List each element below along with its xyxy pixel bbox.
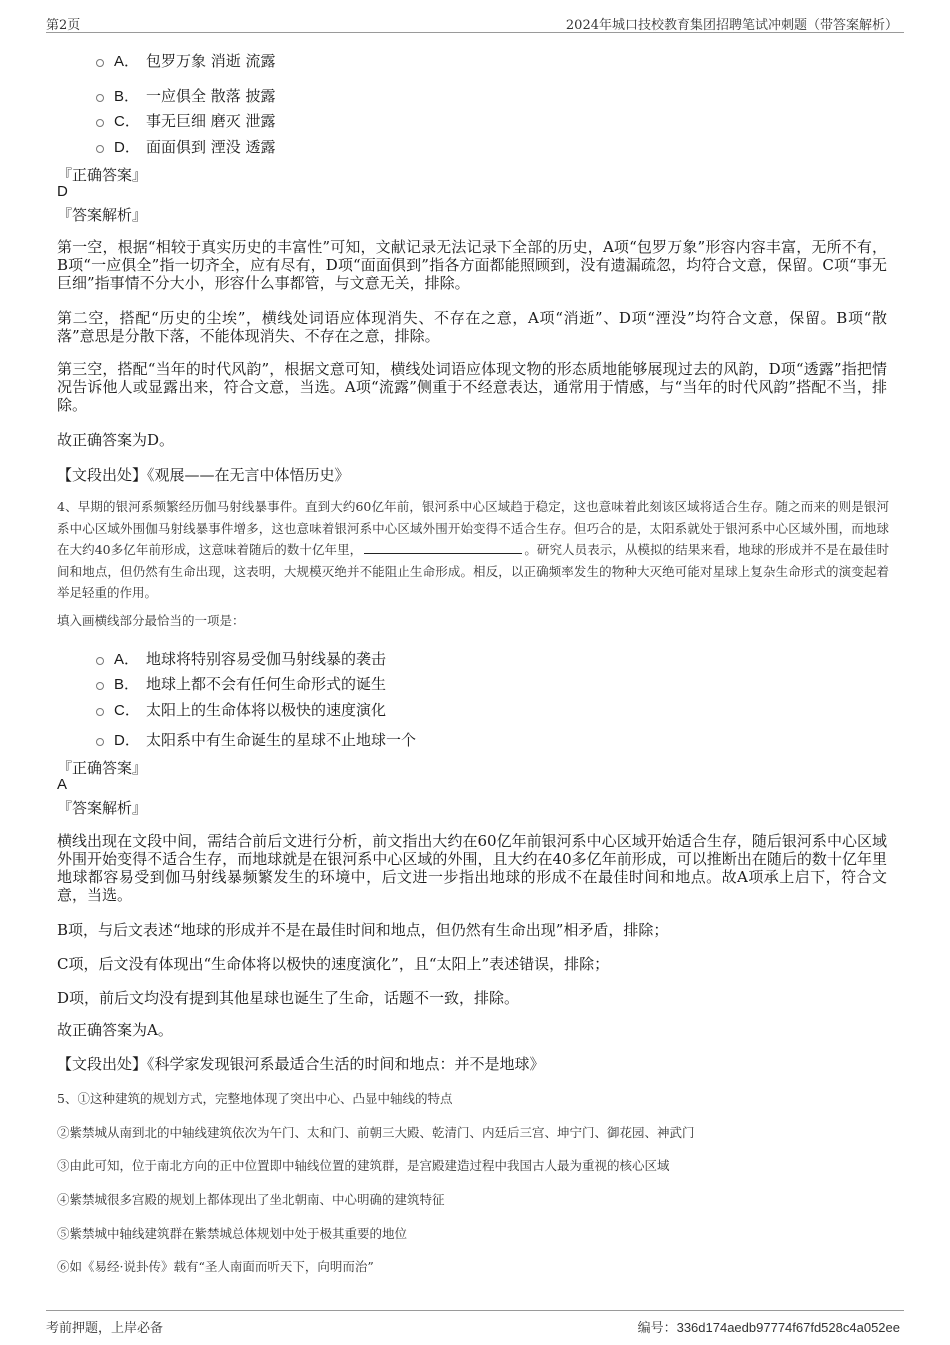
radio-icon[interactable]	[96, 94, 104, 102]
q3-analysis-paragraph: 第一空，根据“相较于真实历史的丰富性”可知，文献记录无法记录下全部的历史，A项“包罗万象”形容内容丰富，无所不有，B项“一应俱全”指一切齐全，应有尽有，D项“面面俱到”指各方面都能照顾到，没有遗漏疏忽，均符合文意，保留。C项“事无巨细”指事情不分大小，形容什么事都管，与文意无关，排除。	[57, 238, 887, 292]
q4-option-a[interactable]	[96, 648, 386, 668]
page-number: 第2页	[46, 18, 81, 33]
q4-stem-part1: 4、早期的银河系频繁经历伽马射线暴事件。直到大约60亿年前，银河系中心区域趋于稳定，这也意味着此刻该区域将适合生存。随之而来的则是银河系中心区域外围伽马射线暴事件增多，这也意味着银河系中心区域外围开始变得不适合生存。但巧合的是，太阳系就处于银河系中心区域外围，而地球在大约40多亿年前形成，这意味着随后的数十亿年里，	[57, 499, 889, 557]
q5-item: ⑥如《易经·说卦传》载有“圣人南面而听天下，向明而治”	[57, 1259, 374, 1274]
q4-analysis-line: C项，后文没有体现出“生命体将以极快的速度演化”，且“太阳上”表述错误，排除；	[57, 955, 610, 973]
q4-analysis-line: D项，前后文均没有提到其他星球也诞生了生命，话题不一致，排除。	[57, 989, 520, 1007]
option-letter: B．	[114, 675, 140, 693]
q5-item: ④紫禁城很多宫殿的规划上都体现出了坐北朝南、中心明确的建筑特征	[57, 1192, 445, 1207]
q3-analysis-paragraph: 第二空，搭配“历史的尘埃”，横线处词语应体现消失、不存在之意，A项“消逝”、D项“湮没”均符合文意，保留。B项“散落”意思是分散下落，不能体现消失、不存在之意，排除。	[57, 309, 887, 345]
q4-stem-part2: 。研究人员表示，从模拟的结果来看，地球的形成并不是在最佳时间和地点，但仍然有生命出现，这表明，大规模灭绝并不能阻止生命形成。相反，以正确频率发生的物种大灭绝可能对星球上复杂生命形式的演变起着举足轻重的作用。	[57, 542, 889, 600]
option-letter: A．	[114, 52, 140, 70]
option-text: 面面俱到 湮没 透露	[146, 137, 276, 156]
q3-option-a[interactable]	[96, 50, 276, 70]
code-value: 336d174aedb97774f67fd528c4a052ee	[676, 1320, 900, 1335]
option-text: 地球上都不会有任何生命形式的诞生	[146, 674, 387, 693]
q5-item: 5、①这种建筑的规划方式，完整地体现了突出中心、凸显中轴线的特点	[57, 1091, 453, 1106]
code-label: 编号：	[637, 1321, 677, 1336]
document-title: 2024年城口技校教育集团招聘笔试冲刺题（带答案解析）	[565, 18, 898, 33]
q3-conclusion: 故正确答案为D。	[57, 431, 175, 449]
option-text: 太阳系中有生命诞生的星球不止地球一个	[146, 730, 417, 749]
footer-slogan: 考前押题，上岸必备	[46, 1321, 164, 1336]
radio-icon[interactable]	[96, 682, 104, 690]
q3-analysis-label: 『答案解析』	[57, 206, 148, 224]
radio-icon[interactable]	[96, 119, 104, 127]
radio-icon[interactable]	[96, 59, 104, 67]
q4-answer-label: 『正确答案』	[57, 759, 148, 777]
q4-prompt: 填入画横线部分最恰当的一项是：	[57, 613, 245, 628]
q3-option-d[interactable]	[96, 136, 276, 156]
option-text: 一应俱全 散落 披露	[146, 86, 276, 105]
q3-option-b[interactable]	[96, 85, 276, 105]
radio-icon[interactable]	[96, 708, 104, 716]
q4-analysis-paragraph: 横线出现在文段中间，需结合前后文进行分析，前文指出大约在60亿年前银河系中心区域开始适合生存，随后银河系中心区域外围开始变得不适合生存，而地球就是在银河系中心区域的外围，且大约在40多亿年前形成，可以推断出在随后的数十亿年里地球都容易受到伽马射线暴频繁发生的环境中，后文进一步指出地球的形成不在最佳时间和地点。故A项承上启下，符合文意，当选。	[57, 832, 887, 904]
q4-option-d[interactable]	[96, 729, 416, 749]
q5-item: ③由此可知，位于南北方向的正中位置即中轴线位置的建筑群，是宫殿建造过程中我国古人最为重视的核心区域	[57, 1158, 670, 1173]
q4-conclusion: 故正确答案为A。	[57, 1021, 173, 1039]
footer-code	[638, 1317, 900, 1336]
radio-icon[interactable]	[96, 657, 104, 665]
q5-item: ②紫禁城从南到北的中轴线建筑依次为午门、太和门、前朝三大殿、乾清门、内廷后三宫、坤宁门、御花园、神武门	[57, 1125, 695, 1140]
q3-analysis-paragraph: 第三空，搭配“当年的时代风韵”，根据文意可知，横线处词语应体现文物的形态质地能够展现过去的风韵，D项“透露”指把情况告诉他人或显露出来，符合文意，当选。A项“流露”侧重于不经意表达，通常用于情感，与“当年的时代风韵”搭配不当，排除。	[57, 360, 887, 414]
page-footer	[46, 1310, 904, 1337]
option-text: 地球将特别容易受伽马射线暴的袭击	[146, 649, 387, 668]
option-letter: A．	[114, 650, 140, 668]
fill-blank	[364, 541, 522, 554]
q3-answer-label: 『正确答案』	[57, 166, 148, 184]
q4-analysis-line: B项，与后文表述“地球的形成并不是在最佳时间和地点，但仍然有生命出现”相矛盾，排除；	[57, 921, 669, 939]
q4-option-b[interactable]	[96, 673, 386, 693]
radio-icon[interactable]	[96, 738, 104, 746]
option-letter: C．	[114, 112, 140, 130]
option-letter: D．	[114, 138, 140, 156]
q4-stem	[57, 496, 889, 604]
page-header	[46, 10, 904, 33]
option-text: 事无巨细 磨灭 泄露	[146, 111, 276, 130]
q3-option-c[interactable]	[96, 110, 276, 130]
q4-answer: A	[57, 776, 68, 793]
option-letter: B．	[114, 87, 140, 105]
option-text: 太阳上的生命体将以极快的速度演化	[146, 700, 387, 719]
option-letter: C．	[114, 701, 140, 719]
q4-source: 【文段出处】《科学家发现银河系最适合生活的时间和地点：并不是地球》	[57, 1055, 545, 1073]
option-letter: D．	[114, 731, 140, 749]
radio-icon[interactable]	[96, 145, 104, 153]
option-text: 包罗万象 消逝 流露	[146, 51, 276, 70]
q5-item: ⑤紫禁城中轴线建筑群在紫禁城总体规划中处于极其重要的地位	[57, 1226, 408, 1241]
q4-option-c[interactable]	[96, 699, 386, 719]
q3-source: 【文段出处】《观展——在无言中体悟历史》	[57, 466, 350, 484]
q3-answer: D	[57, 183, 68, 200]
q4-analysis-label: 『答案解析』	[57, 799, 148, 817]
